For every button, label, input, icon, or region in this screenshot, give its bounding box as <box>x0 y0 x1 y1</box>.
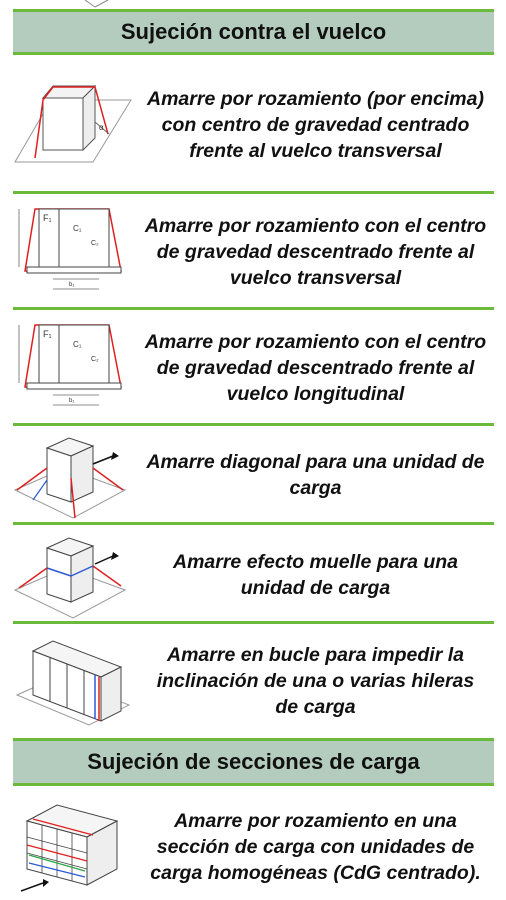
list-item[interactable] <box>13 428 494 521</box>
list-item[interactable] <box>13 528 494 621</box>
section-title: Sujeción contra el vuelco <box>120 19 387 44</box>
list-item[interactable] <box>13 313 494 423</box>
divider <box>13 522 494 525</box>
divider <box>13 423 494 426</box>
divider <box>13 307 494 310</box>
list-item[interactable] <box>13 627 494 735</box>
svg-text:C₁: C₁ <box>73 224 82 233</box>
section-header-load-sections <box>13 738 494 786</box>
list-item[interactable] <box>13 60 494 190</box>
item-label: Amarre por rozamiento con el centro de gravedad descentrado frente al vuelco longitudinal <box>144 331 487 405</box>
item-label: Amarre diagonal para una unidad de carga <box>146 450 485 499</box>
item-label: Amarre por rozamiento en una sección de carga con unidades de carga homogéneas (CdG centrado). <box>150 809 481 884</box>
section-title: Sujeción de secciones de carga <box>87 749 420 774</box>
svg-text:F₁: F₁ <box>43 329 52 339</box>
svg-text:b₁: b₁ <box>69 398 75 404</box>
diagram-loop-lashing-icon <box>13 627 133 735</box>
item-label: Amarre en bucle para impedir la inclinación de una o varias hileras de carga <box>156 644 475 718</box>
item-label: Amarre por rozamiento (por encima) con centro de gravedad centrado frente al vuelco transversal <box>147 88 484 162</box>
diagram-tipping-centered-icon <box>13 60 133 190</box>
section-header-tipping <box>13 9 494 55</box>
diagram-tipping-offset-longitudinal-icon <box>13 313 133 423</box>
diagram-diagonal-lashing-icon <box>13 428 133 521</box>
svg-text:α: α <box>99 123 104 132</box>
svg-text:C₂: C₂ <box>91 356 99 363</box>
list-item[interactable] <box>13 197 494 307</box>
diagram-section-homogeneous-icon <box>13 793 133 900</box>
svg-text:C₂: C₂ <box>91 240 99 247</box>
item-label: Amarre efecto muelle para una unidad de carga <box>172 550 459 599</box>
divider <box>13 191 494 194</box>
diagram-spring-lashing-icon <box>13 528 133 621</box>
item-label: Amarre por rozamiento con el centro de gravedad descentrado frente al vuelco transversal <box>144 215 487 289</box>
svg-text:F₁: F₁ <box>43 213 52 223</box>
svg-text:b₁: b₁ <box>69 282 75 288</box>
list-item[interactable] <box>13 793 494 900</box>
divider <box>13 621 494 624</box>
svg-text:C₁: C₁ <box>73 340 82 349</box>
diagram-tipping-offset-transversal-icon <box>13 197 133 307</box>
